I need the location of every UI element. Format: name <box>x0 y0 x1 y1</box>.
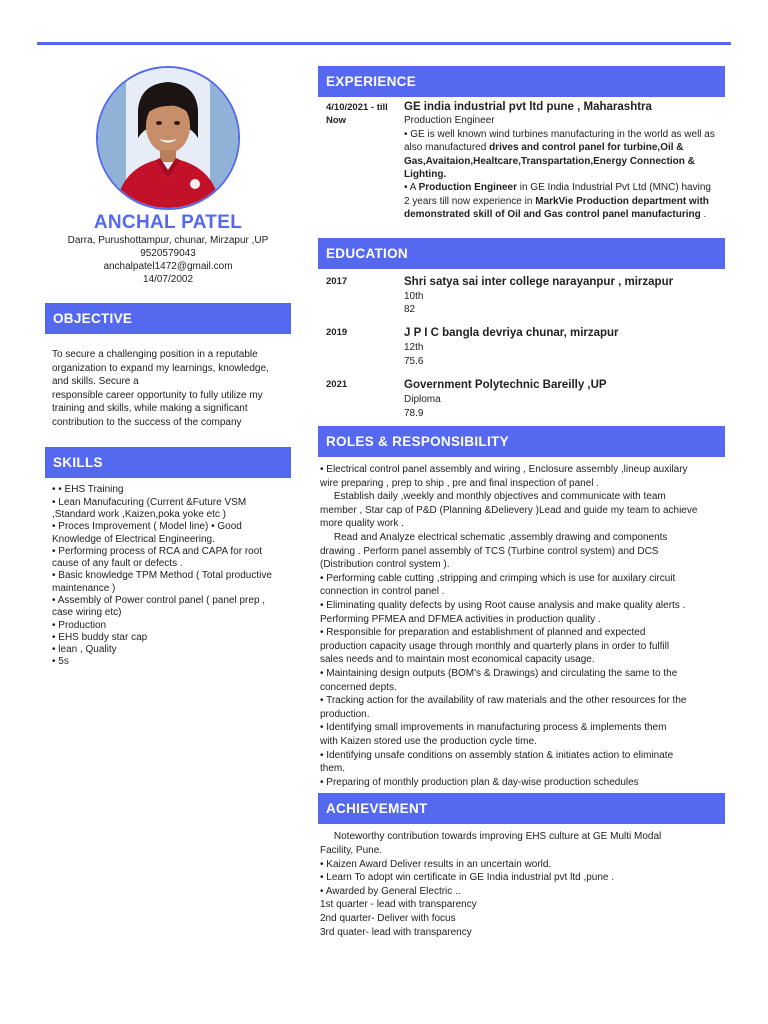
education-entry <box>318 378 725 420</box>
address: Darra, Purushottampur, chunar, Mirzapur ,UP <box>67 234 269 246</box>
education-body <box>404 275 717 317</box>
role-line: wire preparing , prep to ship , pre and final inspection of panel . <box>320 477 600 489</box>
experience-role: Production Engineer <box>404 115 495 127</box>
role-line: more quality work . <box>320 518 404 530</box>
role-line: concerned depts. <box>320 681 397 693</box>
education-body <box>404 378 717 420</box>
bullet-text: • GE is well known wind turbines manufacturing in the world as well as also manufactured <box>404 128 715 154</box>
profile-photo <box>96 66 240 210</box>
objective-text <box>45 334 291 429</box>
education-school: Shri satya sai inter college narayanpur , mirzapur <box>404 275 674 288</box>
experience-bullet <box>404 128 717 182</box>
roles-header: ROLES & RESPONSIBILITY <box>318 426 725 457</box>
achievement-line: • Learn To adopt win certificate in GE India industrial pvt ltd ,pune . <box>320 872 615 884</box>
achievement-line: 3rd quater- lead with transparency <box>320 926 472 938</box>
role-line: drawing . Perform panel assembly of TCS (Turbine control system) and DCS <box>320 545 659 557</box>
achievement-header: ACHIEVEMENT <box>318 793 725 824</box>
objective-line: To secure a challenging position in a reputable <box>52 349 258 361</box>
role-line: Read and Analyze electrical schematic ,assembly drawing and components <box>320 532 668 544</box>
experience-company: GE india industrial pvt ltd pune , Maharashtra <box>404 101 652 113</box>
objective-line: organization to expand my learnings, knowledge, <box>52 362 269 374</box>
skill-line: • Production <box>52 619 107 631</box>
candidate-name: ANCHAL PATEL <box>93 212 243 233</box>
email: anchalpatel1472@gmail.com <box>103 260 233 272</box>
skills-list <box>45 478 291 668</box>
role-line: them. <box>320 763 346 775</box>
experience-entry <box>318 101 725 222</box>
education-score: 82 <box>404 304 416 316</box>
experience-bullet <box>404 181 717 221</box>
skills-header: SKILLS <box>45 447 291 478</box>
roles-list <box>318 457 725 789</box>
role-line: • Maintaining design outputs (BOM's & Drawings) and circulating the same to the <box>320 668 678 679</box>
experience-header: EXPERIENCE <box>318 66 725 97</box>
bullet-text-bold: drives and control panel for turbine,Oil & Gas,Avaitaion,Healtcare,Transpartation,Energy Connection & Lighting. <box>404 142 695 181</box>
role-line: • Identifying small improvements in manufacturing process & implements them <box>320 722 667 734</box>
skill-line: cause of any fault or defects . <box>52 558 183 570</box>
education-score: 78.9 <box>404 407 424 419</box>
education-school: J P I C bangla devriya chunar, mirzapur <box>404 327 619 340</box>
role-line: • Preparing of monthly production plan & day-wise production schedules <box>320 776 639 788</box>
role-line: • Tracking action for the availability of raw materials and the other resources for the <box>320 695 687 707</box>
role-line: • Responsible for preparation and establishment of planned and expected <box>320 627 646 639</box>
right-column <box>318 66 725 939</box>
objective-header: OBJECTIVE <box>45 303 291 334</box>
role-line: Performing PFMEA and DFMEA activities in production quality . <box>320 613 601 625</box>
skill-line: ,Standard work ,Kaizen,poka yoke etc ) <box>52 508 226 520</box>
person-portrait-icon <box>98 68 238 208</box>
skill-line: • Proces Improvement ( Model line) • Good <box>52 521 242 533</box>
objective-line: responsible career opportunity to fully utilize my <box>52 389 263 401</box>
skill-line: case wiring etc) <box>52 607 122 619</box>
contact-info <box>45 234 291 287</box>
education-school: Government Polytechnic Bareilly ,UP <box>404 379 607 392</box>
left-column <box>45 66 291 669</box>
role-line: (Distribution control system ). <box>320 559 450 571</box>
education-year: 2017 <box>326 275 348 287</box>
achievement-line: 2nd quarter- Deliver with focus <box>320 912 456 924</box>
date-of-birth: 14/07/2002 <box>142 274 194 286</box>
skill-line: • Lean Manufacuring (Current &Future VSM <box>52 496 247 508</box>
role-line: • Identifying unsafe conditions on assembly station & initiates action to eliminate <box>320 749 674 761</box>
role-line: • Electrical control panel assembly and wiring , Enclosure assembly ,lineup auxilary <box>320 464 688 476</box>
role-line: Establish daily ,weekly and monthly objectives and communicate with team <box>320 491 666 503</box>
bullet-text: • A <box>404 182 419 194</box>
achievement-line: • Awarded by General Electric .. <box>320 885 461 897</box>
achievement-line: • Kaizen Award Deliver results in an uncertain world. <box>320 858 552 870</box>
bullet-text: in GE India Industrial Pvt Ltd (MNC) having 2 years till now experience in <box>404 182 711 207</box>
skill-line: • EHS buddy star cap <box>52 631 148 643</box>
education-body <box>404 326 717 368</box>
education-entry <box>318 275 725 317</box>
role-line: production capacity usage through monthly and quarterly plans in order to fulfill <box>320 640 670 652</box>
bullet-text: . <box>700 209 707 221</box>
skill-line: • 5s <box>52 656 69 668</box>
skill-line: • • EHS Training <box>52 484 124 496</box>
objective-line: contribution to the success of the company <box>52 416 242 428</box>
achievement-line: Noteworthy contribution towards improving EHS culture at GE Multi Modal <box>320 831 662 843</box>
bullet-text-bold: Production Engineer <box>418 182 517 194</box>
education-level: Diploma <box>404 394 441 406</box>
skill-line: • Assembly of Power control panel ( panel prep , <box>52 594 266 606</box>
skill-line: • Performing process of RCA and CAPA for root <box>52 545 263 557</box>
achievement-line: 1st quarter - lead with transparency <box>320 899 477 911</box>
experience-body <box>404 101 717 222</box>
experience-date: 4/10/2021 - till Now <box>326 102 388 126</box>
achievement-line: Facility, Pune. <box>320 844 383 856</box>
skill-line: • Basic knowledge TPM Method ( Total productive <box>52 570 272 582</box>
education-header: EDUCATION <box>318 238 725 269</box>
skill-line: maintenance ) <box>52 582 116 594</box>
objective-line: training and skills, while making a significant <box>52 403 248 415</box>
achievement-list <box>318 824 725 939</box>
role-line: • Eliminating quality defects by using Root cause analysis and make quality alerts . <box>320 600 686 612</box>
education-entry <box>318 326 725 368</box>
role-line: with Kaizen stored use the production cycle time. <box>320 735 537 747</box>
skill-line: • lean , Quality <box>52 644 117 656</box>
top-rule <box>37 42 731 45</box>
role-line: • Performing cable cutting ,stripping and crimping which is use for auxilary circuit <box>320 572 676 584</box>
bullet-text-bold: MarkVie Production department with demonstrated skill of Oil and Gas control panel manufacturing <box>404 195 709 221</box>
role-line: member , Star cap of P&D (Planning &Delievery )Lead and guide my team to achieve <box>320 504 698 516</box>
education-score: 75.6 <box>404 355 424 367</box>
education-level: 12th <box>404 342 424 354</box>
phone: 9520579043 <box>140 247 196 259</box>
education-level: 10th <box>404 290 424 302</box>
education-year: 2019 <box>326 327 348 339</box>
role-line: production. <box>320 708 370 720</box>
objective-line: and skills. Secure a <box>52 376 139 388</box>
skill-line: Knowledge of Electrical Engineering. <box>52 533 215 545</box>
role-line: sales needs and to maintain most economical capacity usage. <box>320 654 595 666</box>
education-year: 2021 <box>326 379 348 391</box>
role-line: connection in control panel . <box>320 586 445 598</box>
